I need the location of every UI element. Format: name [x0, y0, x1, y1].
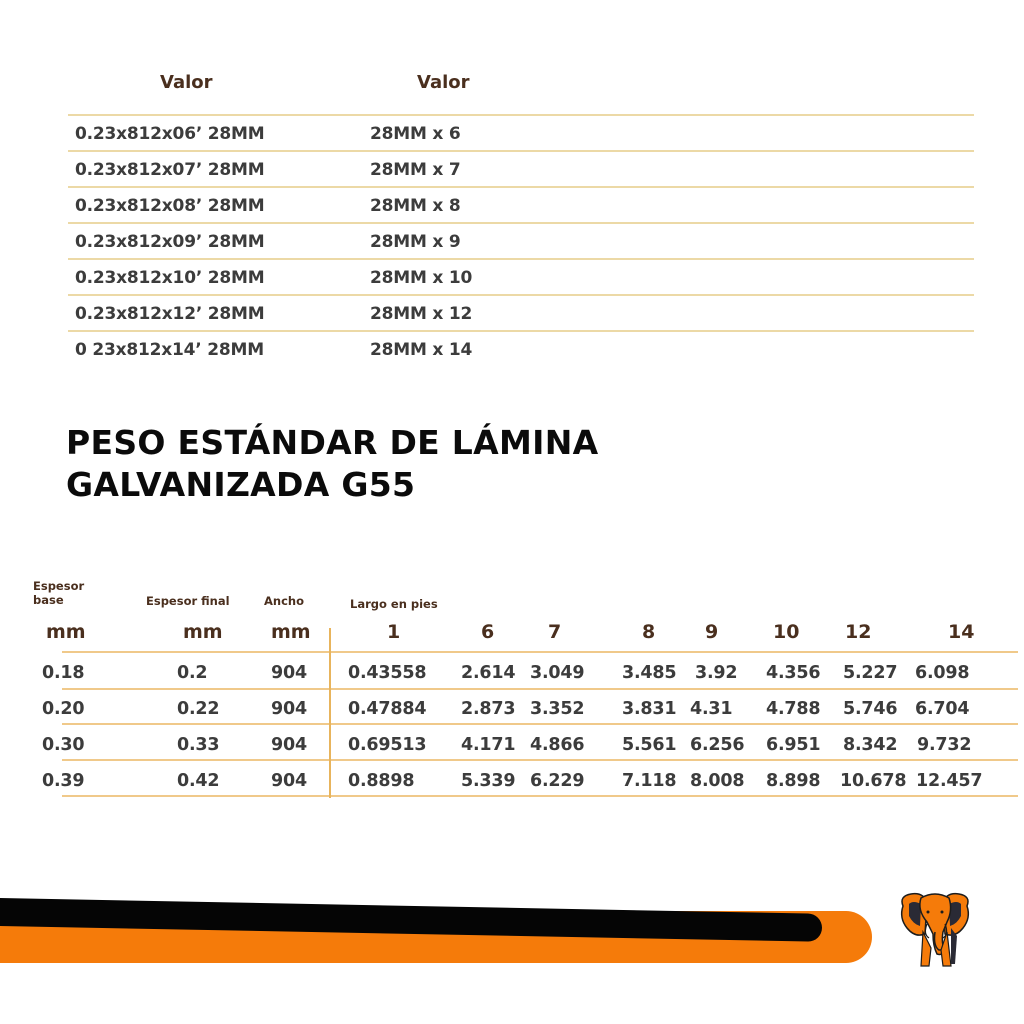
cell-weight-10: 8.898 — [766, 771, 821, 791]
cell-spec: 0.23x812x06’ 28MM — [75, 124, 265, 144]
cell-ancho: 904 — [271, 663, 307, 683]
cell-weight-14: 6.098 — [915, 663, 970, 683]
cell-weight-8: 7.118 — [622, 771, 677, 791]
cell-weight-6: 2.614 — [461, 663, 516, 683]
row-divider — [62, 651, 1018, 653]
cell-weight-14: 6.704 — [915, 699, 970, 719]
size-table — [68, 66, 974, 368]
unit-base-mm: mm — [46, 621, 86, 643]
cell-espesor-final: 0.2 — [177, 663, 208, 683]
cell-weight-10: 4.788 — [766, 699, 821, 719]
cell-weight-8: 3.831 — [622, 699, 677, 719]
cell-size: 28MM x 10 — [370, 268, 473, 288]
cell-espesor-base: 0.39 — [42, 771, 85, 791]
column-header-valor-2: Valor — [417, 72, 470, 93]
length-header-7: 7 — [548, 621, 562, 643]
cell-weight-1: 0.43558 — [348, 663, 427, 683]
column-header-valor-1: Valor — [160, 72, 213, 93]
cell-weight-9: 3.92 — [695, 663, 738, 683]
cell-spec: 0.23x812x09’ 28MM — [75, 232, 265, 252]
length-header-8: 8 — [642, 621, 656, 643]
cell-weight-10: 4.356 — [766, 663, 821, 683]
length-header-10: 10 — [773, 621, 800, 643]
cell-weight-12: 10.678 — [840, 771, 907, 791]
cell-espesor-base: 0.18 — [42, 663, 85, 683]
cell-weight-7: 6.229 — [530, 771, 585, 791]
table-row — [68, 188, 974, 224]
cell-ancho: 904 — [271, 771, 307, 791]
column-divider — [329, 628, 331, 798]
length-header-9: 9 — [705, 621, 719, 643]
cell-espesor-final: 0.42 — [177, 771, 220, 791]
label-espesor-base — [33, 579, 84, 607]
length-header-14: 14 — [948, 621, 975, 643]
table-row — [68, 116, 974, 152]
page-title — [66, 422, 598, 506]
cell-espesor-base: 0.30 — [42, 735, 85, 755]
cell-weight-8: 5.561 — [622, 735, 677, 755]
cell-weight-9: 4.31 — [690, 699, 733, 719]
length-header-1: 1 — [387, 621, 401, 643]
cell-weight-14: 9.732 — [917, 735, 972, 755]
row-divider — [62, 688, 1018, 690]
cell-weight-8: 3.485 — [622, 663, 677, 683]
cell-weight-1: 0.69513 — [348, 735, 427, 755]
row-divider — [62, 723, 1018, 725]
page-title-line-1: PESO ESTÁNDAR DE LÁMINA — [66, 423, 599, 462]
cell-ancho: 904 — [271, 735, 307, 755]
label-ancho: Ancho — [264, 594, 304, 608]
cell-weight-1: 0.8898 — [348, 771, 415, 791]
length-header-12: 12 — [845, 621, 872, 643]
cell-spec: 0.23x812x12’ 28MM — [75, 304, 265, 324]
cell-spec: 0.23x812x08’ 28MM — [75, 196, 265, 216]
cell-weight-7: 3.049 — [530, 663, 585, 683]
unit-final-mm: mm — [183, 621, 223, 643]
cell-weight-9: 8.008 — [690, 771, 745, 791]
table-row — [68, 224, 974, 260]
cell-ancho: 904 — [271, 699, 307, 719]
label-espesor-final: Espesor final — [146, 594, 230, 608]
cell-weight-6: 2.873 — [461, 699, 516, 719]
cell-weight-10: 6.951 — [766, 735, 821, 755]
label-espesor-base-line-1: Espesor — [33, 579, 85, 593]
label-largo-en-pies: Largo en pies — [350, 597, 438, 611]
size-table-header — [68, 66, 974, 116]
cell-espesor-base: 0.20 — [42, 699, 85, 719]
cell-weight-9: 6.256 — [690, 735, 745, 755]
cell-weight-12: 8.342 — [843, 735, 898, 755]
cell-weight-12: 5.746 — [843, 699, 898, 719]
elephant-logo-icon — [893, 888, 977, 972]
table-row — [68, 152, 974, 188]
cell-spec: 0.23x812x10’ 28MM — [75, 268, 265, 288]
cell-weight-6: 4.171 — [461, 735, 516, 755]
cell-size: 28MM x 14 — [370, 340, 473, 360]
cell-weight-7: 3.352 — [530, 699, 585, 719]
cell-espesor-final: 0.22 — [177, 699, 220, 719]
cell-spec: 0.23x812x07’ 28MM — [75, 160, 265, 180]
cell-weight-12: 5.227 — [843, 663, 898, 683]
cell-size: 28MM x 8 — [370, 196, 461, 216]
cell-spec: 0 23x812x14’ 28MM — [75, 340, 264, 360]
page-title-line-2: GALVANIZADA G55 — [66, 465, 416, 504]
table-row — [68, 296, 974, 332]
row-divider — [62, 759, 1018, 761]
cell-weight-1: 0.47884 — [348, 699, 427, 719]
cell-size: 28MM x 7 — [370, 160, 461, 180]
cell-size: 28MM x 6 — [370, 124, 461, 144]
table-row — [68, 260, 974, 296]
cell-weight-7: 4.866 — [530, 735, 585, 755]
length-header-6: 6 — [481, 621, 495, 643]
table-row — [68, 332, 974, 368]
label-espesor-base-line-2: base — [33, 593, 64, 607]
row-divider — [62, 795, 1018, 797]
cell-weight-6: 5.339 — [461, 771, 516, 791]
unit-ancho-mm: mm — [271, 621, 311, 643]
cell-weight-14: 12.457 — [916, 771, 983, 791]
cell-espesor-final: 0.33 — [177, 735, 220, 755]
cell-size: 28MM x 12 — [370, 304, 473, 324]
cell-size: 28MM x 9 — [370, 232, 461, 252]
